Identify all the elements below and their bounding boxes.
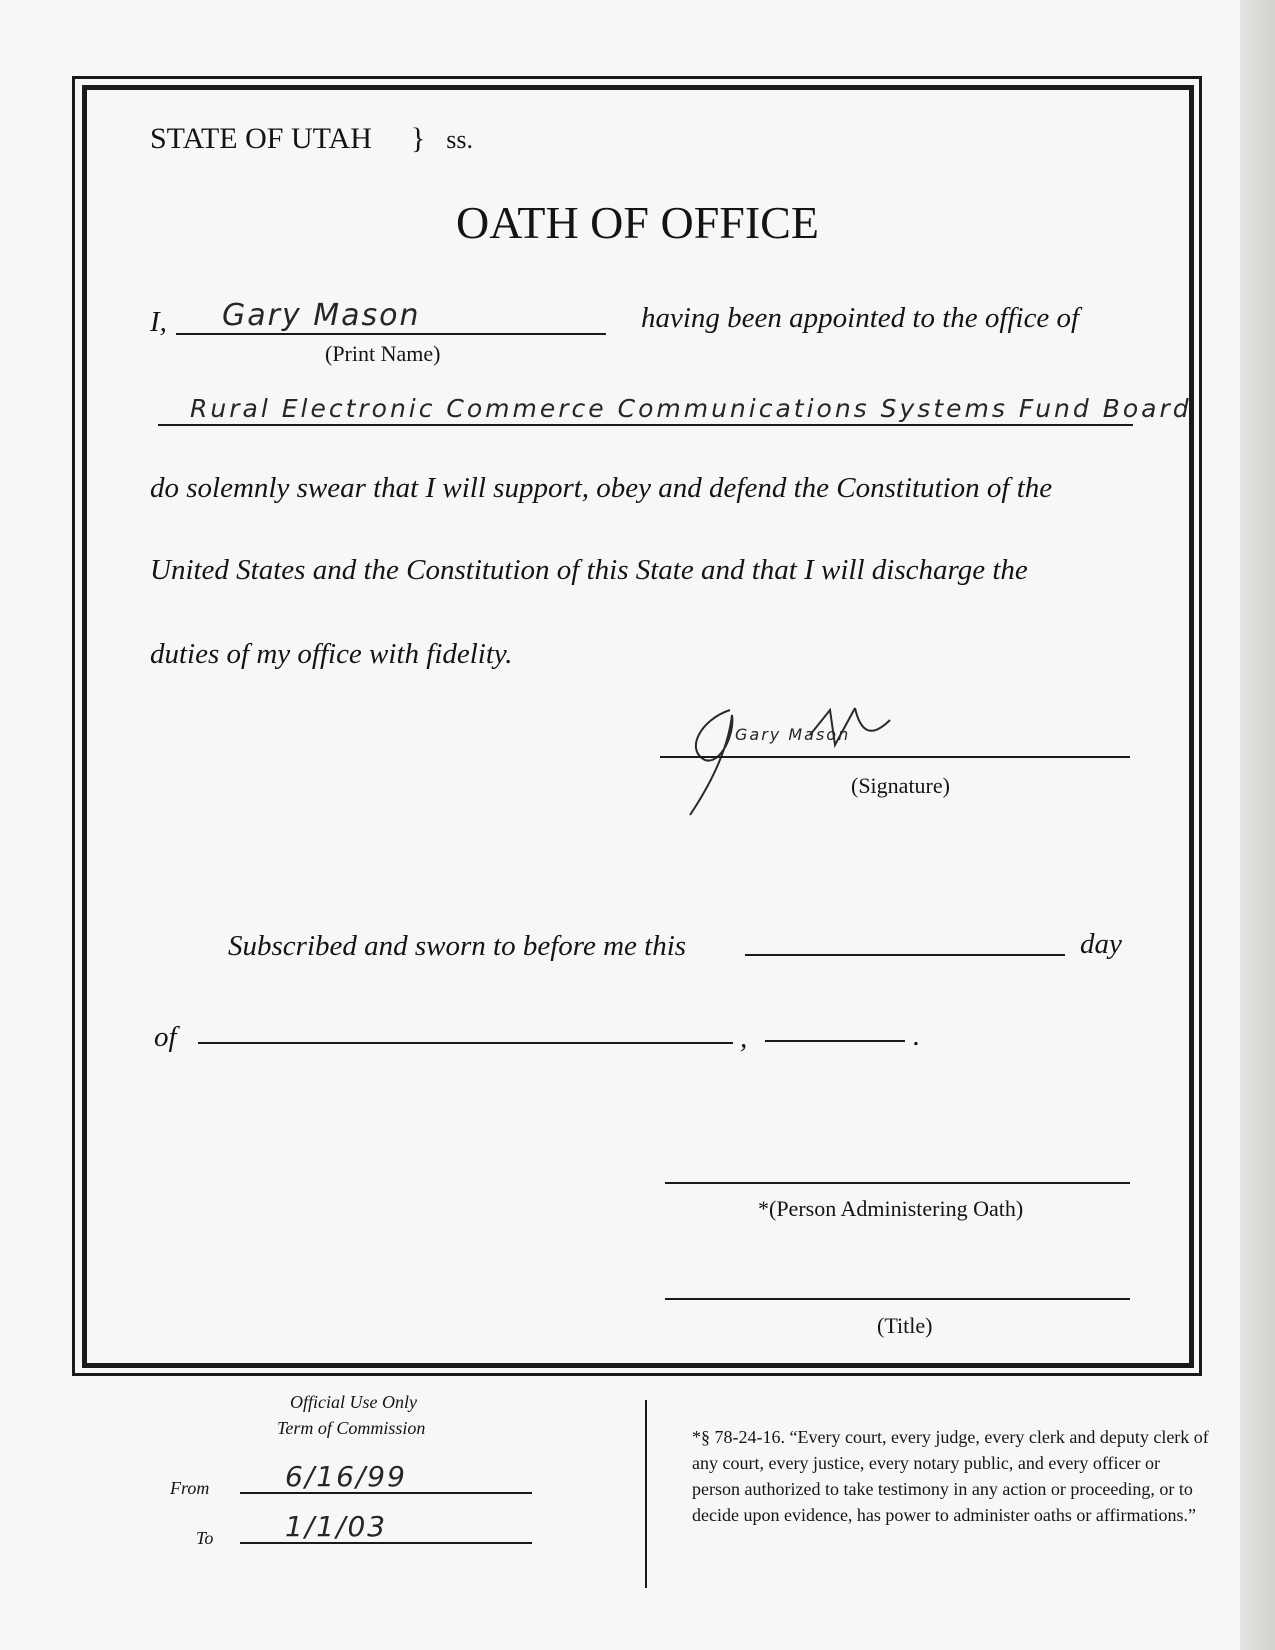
print-name-line bbox=[176, 333, 606, 335]
signature-scrawl bbox=[660, 690, 900, 820]
office-line bbox=[158, 424, 1133, 426]
ss-label: ss. bbox=[446, 125, 474, 154]
brace: } bbox=[410, 122, 426, 155]
year-line bbox=[765, 1040, 905, 1042]
oath-line-3: duties of my office with fidelity. bbox=[150, 638, 513, 670]
sworn-text: Subscribed and sworn to before me this bbox=[228, 930, 687, 962]
to-value-handwritten: 1/1/03 bbox=[285, 1510, 388, 1543]
administrator-line bbox=[665, 1182, 1130, 1184]
of-label: of bbox=[154, 1021, 177, 1053]
period: . bbox=[913, 1020, 921, 1052]
title-caption: (Title) bbox=[877, 1313, 933, 1338]
oath-line-1: do solemnly swear that I will support, obey and defend the Constitution of the bbox=[150, 472, 1053, 504]
page-title: OATH OF OFFICE bbox=[456, 197, 819, 248]
office-handwritten: Rural Electronic Commerce Communications Systems Fund Board bbox=[190, 394, 1192, 423]
signature-line bbox=[660, 756, 1130, 758]
term-heading: Term of Commission bbox=[277, 1418, 426, 1438]
appointed-text: having been appointed to the office of bbox=[641, 302, 1080, 334]
to-label: To bbox=[196, 1528, 214, 1548]
print-name-handwritten: Gary Mason bbox=[222, 298, 421, 333]
month-line bbox=[198, 1042, 733, 1044]
day-label: day bbox=[1080, 928, 1122, 960]
from-label: From bbox=[170, 1478, 210, 1498]
oath-line-2: United States and the Constitution of this State and that I will discharge the bbox=[150, 554, 1028, 586]
statute-footnote: *§ 78-24-16. “Every court, every judge, every clerk and deputy clerk of any court, every justice, every notary public, and every officer or person authorized to take testimony in any action or proceeding, or to decide upon evidence, has power to administer oaths or affirmations.” bbox=[692, 1427, 1209, 1525]
title-line bbox=[665, 1298, 1130, 1300]
state-name: STATE OF UTAH bbox=[150, 122, 372, 155]
signature-handwritten: Gary Mason bbox=[735, 725, 851, 744]
state-header bbox=[150, 122, 473, 156]
administrator-caption: *(Person Administering Oath) bbox=[758, 1196, 1024, 1221]
column-divider bbox=[645, 1400, 647, 1588]
from-value-handwritten: 6/16/99 bbox=[285, 1460, 407, 1493]
official-use-heading: Official Use Only bbox=[290, 1392, 417, 1412]
inner-border bbox=[82, 85, 1194, 1368]
signature-caption: (Signature) bbox=[851, 773, 950, 798]
print-name-caption: (Print Name) bbox=[325, 341, 441, 366]
comma: , bbox=[740, 1022, 748, 1054]
day-line bbox=[745, 954, 1065, 956]
i-prefix: I, bbox=[150, 306, 167, 338]
